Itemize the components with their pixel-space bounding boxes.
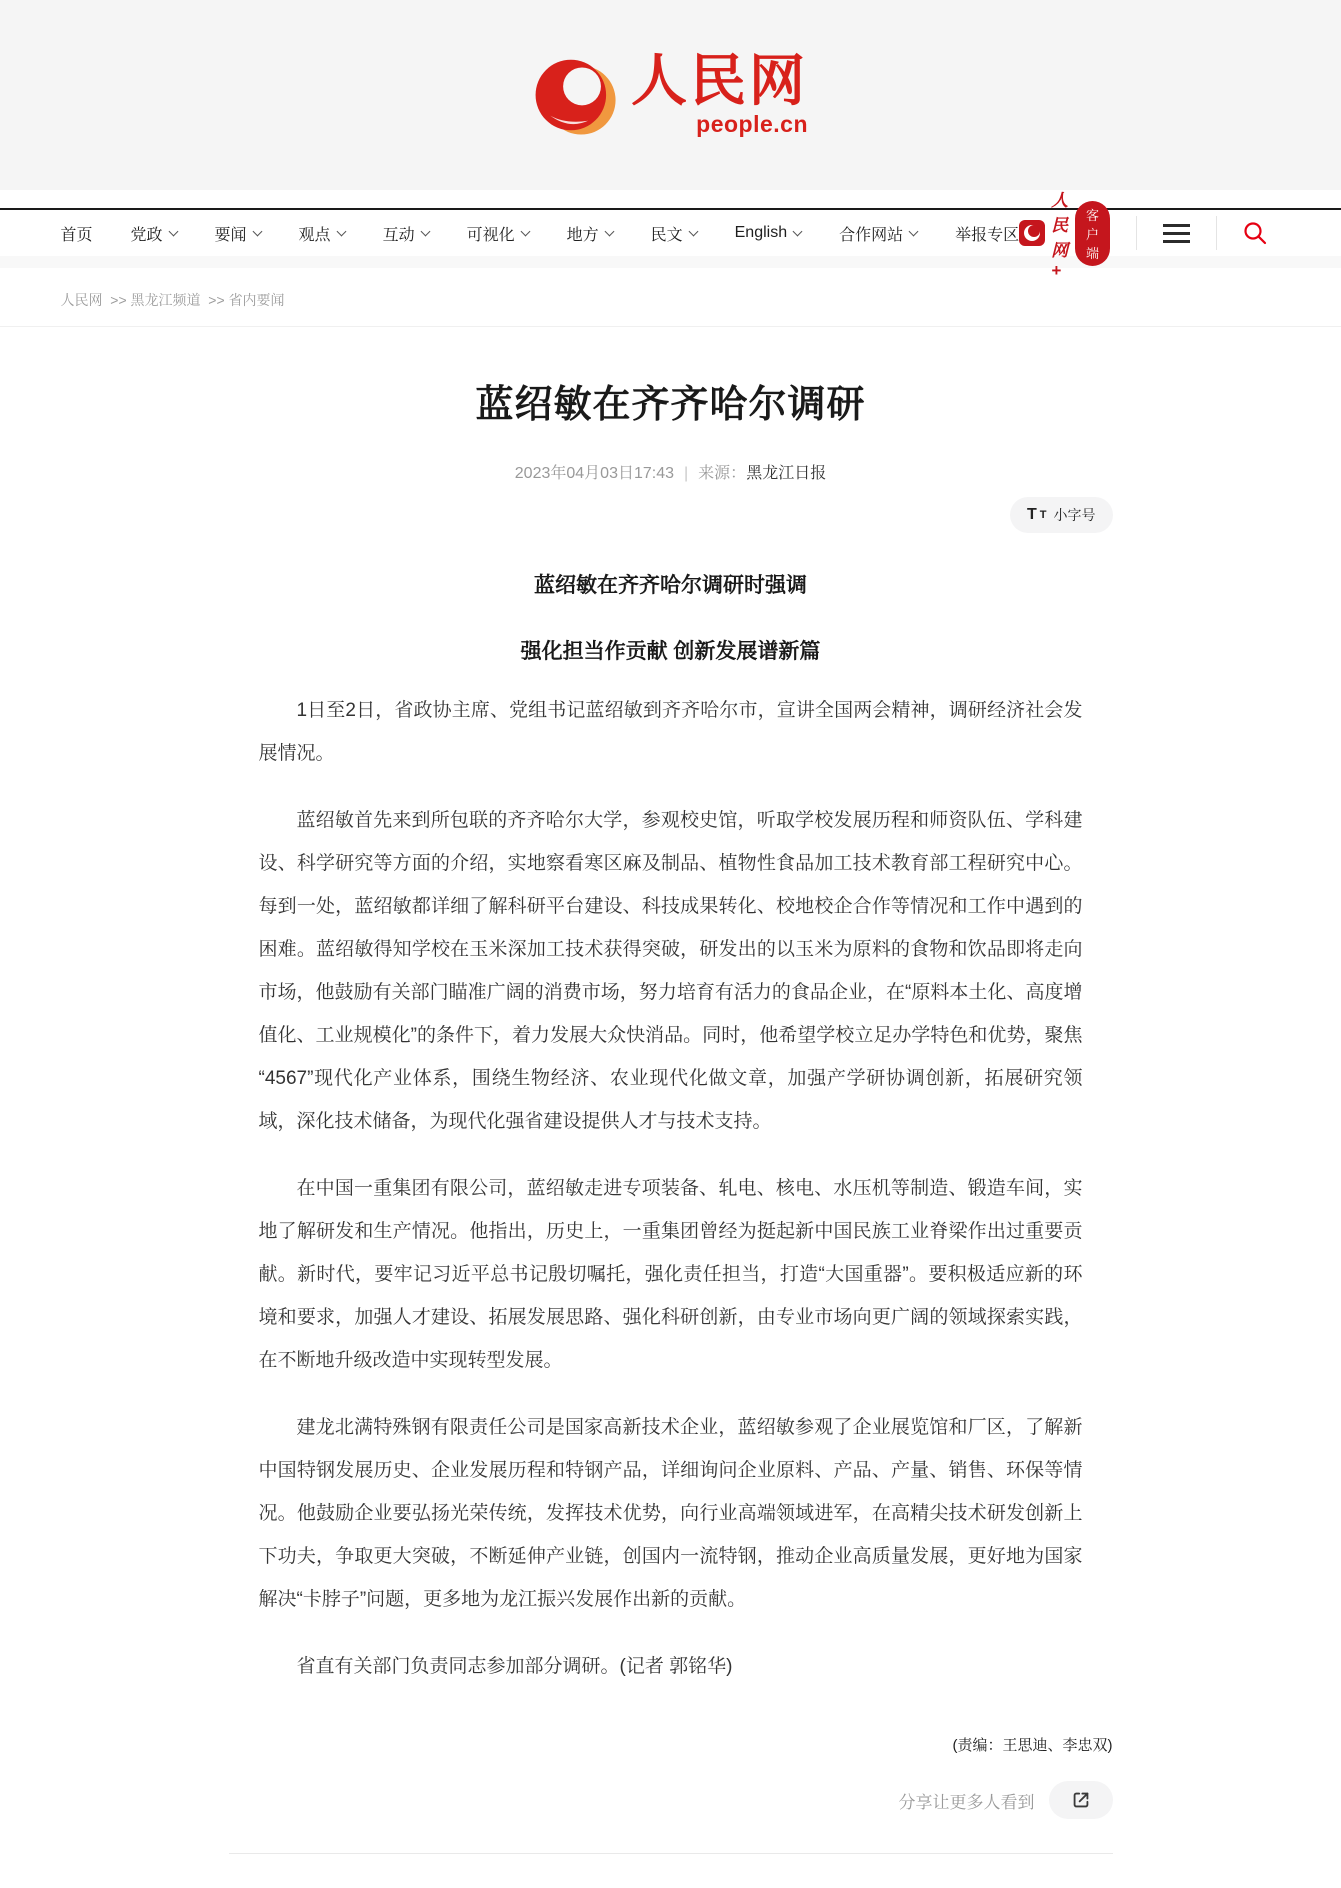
breadcrumb-separator: >> [204,292,229,308]
nav-item-label: 观点 [298,226,331,244]
nav-list [61,222,1020,245]
nav-item[interactable] [467,222,529,245]
breadcrumb-link[interactable]: 人民网 [60,292,103,308]
app-badge-brand: 人民网+ [1051,190,1069,280]
nav-item-label: 党政 [130,226,163,244]
article-date: 2023年04月03日17:43 [514,465,675,482]
chevron-down-icon [336,226,346,236]
site-logo[interactable] [533,48,808,138]
logo-cn-text: 人民网 [631,48,808,112]
font-size-icon: T [1026,506,1037,523]
source-link[interactable]: 黑龙江日报 [746,465,827,482]
nav-divider [1136,216,1137,250]
nav-item[interactable] [131,222,177,245]
share-label: 分享让更多人看到 [898,1792,1035,1812]
article-title: 蓝绍敏在齐齐哈尔调研 [475,384,866,426]
article-subtitle-emphasis: 蓝绍敏在齐齐哈尔调研时强调 [534,574,807,597]
menu-hamburger-icon[interactable] [1163,220,1190,247]
external-share-icon [1070,1789,1092,1811]
nav-item[interactable] [61,222,93,245]
nav-item-label: 互动 [382,226,415,244]
breadcrumb-link[interactable]: 省内要闻 [228,292,285,308]
article-paragraph: 1日至2日，省政协主席、党组书记蓝绍敏到齐齐哈尔市，宣讲全国两会精神，调研经济社会发展情况。 [258,700,1083,764]
article-paragraph: 在中国一重集团有限公司，蓝绍敏走进专项装备、轧电、核电、水压机等制造、锻造车间，实地了解研发和生产情况。他指出，历史上，一重集团曾经为挺起新中国民族工业脊梁作出过重要贡献。新时代，要牢记习近平总书记殷切嘱托，强化责任担当，打造“大国重器”。要积极适应新的环境和要求，加强人才建设、拓展发展思路、强化科研创新，由专业市场向更广阔的领域探索实践，在不断地升级改造中实现转型发展。 [258,1178,1083,1371]
nav-item-label: English [734,224,788,241]
share-row [229,1781,1113,1819]
nav-item-label: 合作网站 [839,226,904,244]
search-icon[interactable] [1242,220,1268,246]
app-client-badge[interactable] [1019,186,1110,281]
nav-item-label: 可视化 [466,226,515,244]
logo-en-text: people.cn [696,110,808,137]
nav-item-label: 地方 [566,226,599,244]
share-button[interactable] [1049,1781,1113,1819]
source-label: 来源： [698,465,747,482]
article-paragraph: 建龙北满特殊钢有限责任公司是国家高新技术企业，蓝绍敏参观了企业展览馆和厂区，了解新中国特钢发展历史、企业发展历程和特钢产品，详细询问企业原料、产品、产量、销售、环保等情况。他鼓励企业要弘扬光荣传统，发挥技术优势，向行业高端领域进军，在高精尖技术研发创新上下功夫，争取更大突破，不断延伸产业链，创国内一流特钢，推动企业高质量发展，更好地为国家解决“卡脖子”问题，更多地为龙江振兴发展作出新的贡献。 [258,1417,1083,1610]
nav-item-label: 要闻 [214,226,247,244]
article-paragraph: 省直有关部门负责同志参加部分调研。(记者 郭铭华) [296,1656,733,1677]
article [229,373,1113,1888]
site-header [0,0,1341,190]
nav-divider [1216,216,1217,250]
chevron-down-icon [520,226,530,236]
chevron-down-icon [909,226,919,236]
nav-item-label: 民文 [650,226,683,244]
article-tools [229,497,1113,533]
nav-item-label: 首页 [60,226,93,244]
nav-item-label: 举报专区 [955,226,1020,244]
nav-item[interactable] [299,222,345,245]
nav-right-group [1019,186,1268,281]
nav-item[interactable] [651,222,697,245]
nav-item[interactable] [735,222,801,245]
main-nav [0,190,1341,280]
chevron-down-icon [168,226,178,236]
nav-inner [60,190,1281,280]
chevron-down-icon [252,226,262,236]
article-meta [229,460,1113,483]
article-subtitle-main: 强化担当作贡献 创新发展谱新篇 [520,640,821,663]
nav-item[interactable] [955,222,1019,245]
article-body [229,689,1113,1688]
chevron-down-icon [688,226,698,236]
editor-credit: (责编：王思迪、李忠双) [952,1737,1113,1754]
nav-item[interactable] [383,222,429,245]
logo-text [631,48,808,138]
people-plus-logo-icon [1019,220,1045,246]
chevron-down-icon [420,226,430,236]
chevron-down-icon [793,226,803,236]
font-size-icon-small: T [1039,508,1047,521]
breadcrumb-separator: >> [106,292,131,308]
people-cn-logo-icon [533,52,619,138]
nav-item[interactable] [839,222,917,245]
font-size-button[interactable] [1010,497,1113,533]
breadcrumb-link[interactable]: 黑龙江频道 [130,292,201,308]
nav-item[interactable] [215,222,261,245]
article-paragraph: 蓝绍敏首先来到所包联的齐齐哈尔大学，参观校史馆，听取学校发展历程和师资队伍、学科建设、科学研究等方面的介绍，实地察看寒区麻及制品、植物性食品加工技术教育部工程研究中心。每到一处，蓝绍敏都详细了解科研平台建设、科技成果转化、校地校企合作等情况和工作中遇到的困难。蓝绍敏得知学校在玉米深加工技术获得突破，研发出的以玉米为原料的食物和饮品即将走向市场，他鼓励有关部门瞄准广阔的消费市场，努力培育有活力的食品企业，在“原料本土化、高度增值化、工业规模化”的条件下，着力发展大众快消品。同时，他希望学校立足办学特色和优势，聚焦“4567”现代化产业体系，围绕生物经济、农业现代化做文章，加强产学研协调创新，拓展研究领域，深化技术储备，为现代化强省建设提供人才与技术支持。 [258,810,1083,1132]
nav-item[interactable] [567,222,613,245]
meta-separator: | [684,465,689,482]
font-size-label: 小字号 [1053,507,1096,523]
chevron-down-icon [604,226,614,236]
app-badge-pill: 客户端 [1075,201,1110,266]
section-divider [229,1853,1113,1854]
